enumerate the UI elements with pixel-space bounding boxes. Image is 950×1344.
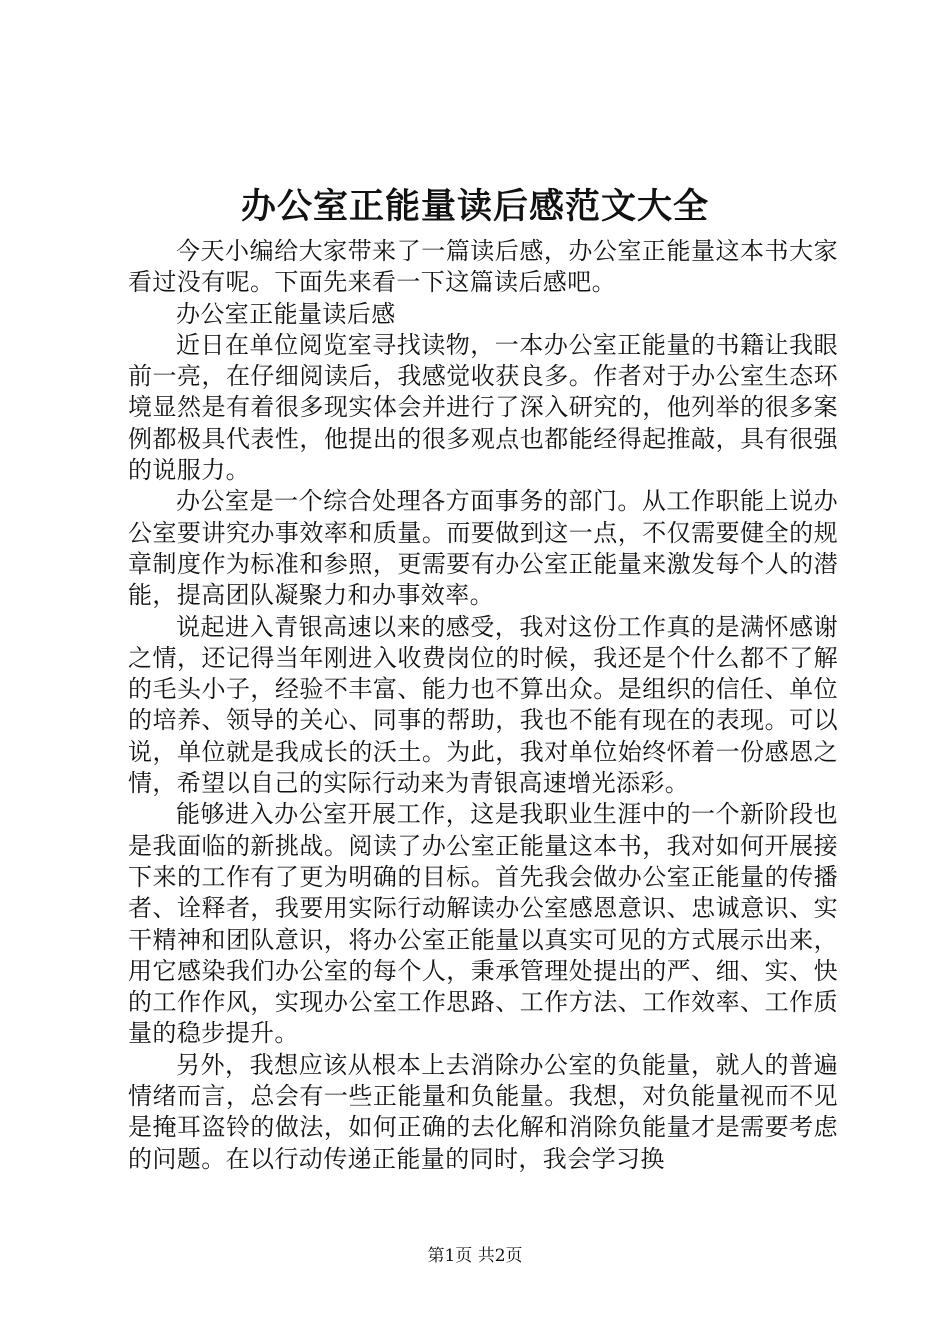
body-paragraph-3: 说起进入青银高速以来的感受，我对这份工作真的是满怀感谢之情，还记得当年刚进入收费岗位的时候，我还是个什么都不了解的毛头小子，经验不丰富、能力也不算出众。是组织的信任、单位的培养、领导的关心、同事的帮助，我也不能有现在的表现。可以说，单位就是我成长的沃土。为此，我对单位始终怀着一份感恩之情，希望以自己的实际行动来为青银高速增光添彩。 xyxy=(128,612,838,798)
page-number-footer: 第1页 共2页 xyxy=(427,1246,523,1266)
body-paragraph-1: 近日在单位阅览室寻找读物，一本办公室正能量的书籍让我眼前一亮，在仔细阅读后，我感觉收获良多。作者对于办公室生态环境显然是有着很多现实体会并进行了深入研究的，他列举的很多案例都极具代表性，他提出的很多观点也都能经得起推敲，具有很强的说服力。 xyxy=(128,330,838,485)
body-paragraph-4: 能够进入办公室开展工作，这是我职业生涯中的一个新阶段也是我面临的新挑战。阅读了办公室正能量这本书，我对如何开展接下来的工作有了更为明确的目标。首先我会做办公室正能量的传播者、诠释者，我要用实际行动解读办公室感恩意识、忠诚意识、实干精神和团队意识，将办公室正能量以真实可见的方式展示出来，用它感染我们办公室的每个人，秉承管理处提出的严、细、实、快的工作作风，实现办公室工作思路、工作方法、工作效率、工作质量的稳步提升。 xyxy=(128,800,838,1048)
section-heading: 办公室正能量读后感 xyxy=(176,299,396,328)
intro-paragraph: 今天小编给大家带来了一篇读后感，办公室正能量这本书大家看过没有呢。下面先来看一下这篇读后感吧。 xyxy=(128,237,838,297)
document-body xyxy=(128,236,838,1175)
page-title: 办公室正能量读后感范文大全 xyxy=(240,186,709,227)
body-paragraph-5: 另外，我想应该从根本上去消除办公室的负能量，就人的普遍情绪而言，总会有一些正能量和负能量。我想，对负能量视而不见是掩耳盗铃的做法，如何正确的去化解和消除负能量才是需要考虑的问题。在以行动传递正能量的同时，我会学习换 xyxy=(128,1050,838,1173)
body-paragraph-2: 办公室是一个综合处理各方面事务的部门。从工作职能上说办公室要讲究办事效率和质量。而要做到这一点，不仅需要健全的规章制度作为标准和参照，更需要有办公室正能量来激发每个人的潜能，提高团队凝聚力和办事效率。 xyxy=(128,487,838,610)
